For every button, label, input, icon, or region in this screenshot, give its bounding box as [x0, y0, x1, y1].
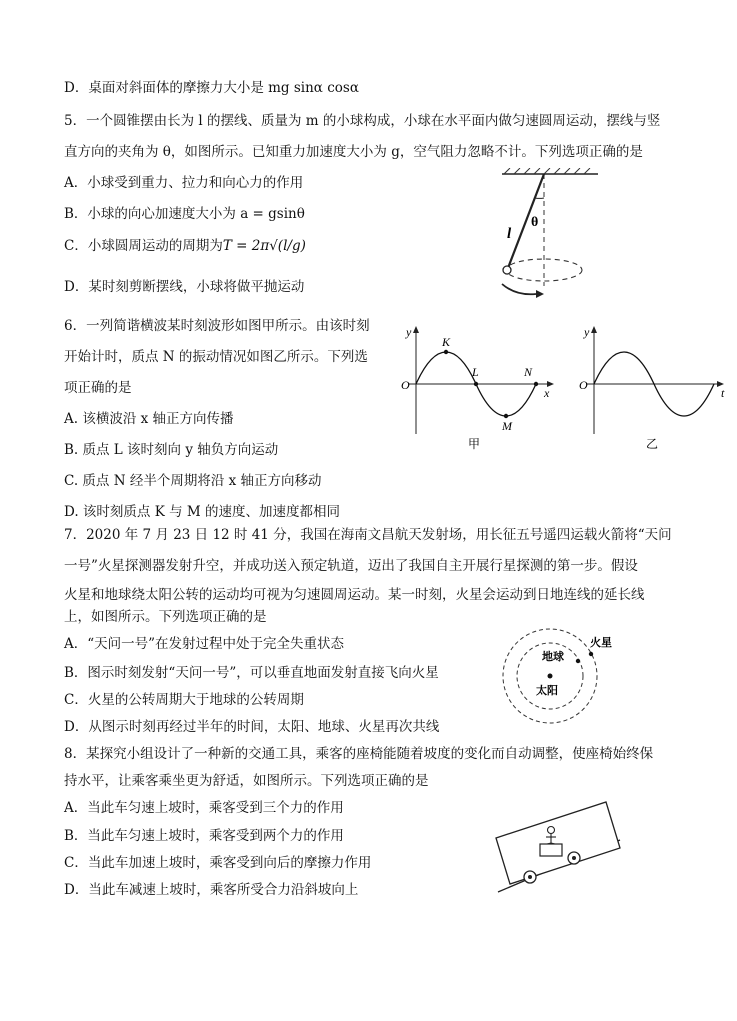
- q7-option-d: D．从图示时刻再经过半年的时间，太阳、地球、火星再次共线: [64, 719, 440, 735]
- q7-option-b: B．图示时刻发射“天问一号”，可以垂直地面发射直接飞向火星: [64, 665, 439, 681]
- point-l-dot: [474, 382, 478, 386]
- q8-option-b: B．当此车匀速上坡时，乘客受到两个力的作用: [64, 828, 344, 844]
- q5-option-c: [64, 236, 306, 256]
- figure-b-caption: 乙: [646, 437, 659, 451]
- front-wheel-hub: [572, 856, 576, 860]
- q6-option-c: C. 质点 N 经半个周期将沿 x 轴正方向移动: [64, 473, 322, 489]
- y-label: y: [406, 325, 412, 339]
- point-m-dot: [504, 414, 508, 418]
- q6-wave-figure-b: [576, 322, 732, 452]
- q6-wave-figure-a: [398, 322, 560, 452]
- q5-option-c-prefix: C．小球圆周运动的周期为: [64, 238, 223, 254]
- point-m-label: M: [502, 419, 512, 433]
- q6-stem-line3: 项正确的是: [64, 380, 132, 396]
- rotation-arrow: [502, 284, 536, 294]
- y-axis-arrow: [591, 326, 597, 333]
- rear-wheel-hub: [528, 875, 532, 879]
- pendulum-bob: [503, 266, 511, 274]
- sun-label: 太阳: [536, 685, 558, 697]
- q7-orbit-figure: [500, 624, 620, 728]
- passenger-head: [548, 827, 555, 834]
- sun-dot: [548, 674, 553, 679]
- q8-option-c: C．当此车加速上坡时，乘客受到向后的摩擦力作用: [64, 855, 372, 871]
- x-label: x: [544, 386, 550, 400]
- point-k-dot: [444, 350, 448, 354]
- vehicle-body: [496, 802, 620, 884]
- y-axis-arrow: [413, 326, 419, 333]
- rotation-arrowhead: [536, 290, 544, 298]
- q7-option-c: C．火星的公转周期大于地球的公转周期: [64, 692, 304, 708]
- q7-stem-line2: 一号”火星探测器发射升空，并成功送入预定轨道，迈出了我国自主开展行星探测的第一步。假设: [64, 558, 638, 574]
- y-label: y: [584, 325, 590, 339]
- seat-base: [540, 844, 562, 856]
- point-l-label: L: [472, 365, 479, 379]
- mars-label: 火星: [590, 637, 612, 649]
- q6-option-d: D. 该时刻质点 K 与 M 的速度、加速度都相同: [64, 504, 340, 520]
- q6-stem-line1: 6．一列简谐横波某时刻波形如图甲所示。由该时刻: [64, 318, 370, 334]
- q5-option-b: B．小球的向心加速度大小为 a = gsinθ: [64, 206, 305, 222]
- origin-label: O: [401, 378, 410, 392]
- q6-option-b: B. 质点 L 该时刻向 y 轴负方向运动: [64, 442, 279, 458]
- length-label: l: [507, 226, 512, 242]
- q7-stem-line4: 上，如图所示。下列选项正确的是: [64, 609, 267, 625]
- q6-stem-line2: 开始计时，质点 N 的振动情况如图乙所示。下列选: [64, 349, 368, 365]
- origin-label: O: [579, 378, 588, 392]
- t-label: t: [721, 386, 725, 400]
- q8-option-a: A．当此车匀速上坡时，乘客受到三个力的作用: [64, 800, 344, 816]
- q8-vehicle-figure: [490, 800, 626, 896]
- mars-dot: [589, 652, 593, 656]
- point-n-dot: [534, 382, 538, 386]
- earth-label: 地球: [542, 651, 564, 663]
- q8-stem-line1: 8．某探究小组设计了一种新的交通工具，乘客的座椅能随着坡度的变化而自动调整，使座椅始终保: [64, 746, 654, 762]
- point-k-label: K: [442, 335, 451, 349]
- q5-pendulum-figure: [488, 168, 618, 304]
- q8-stem-line2: 持水平，让乘客乘坐更为舒适，如图所示。下列选项正确的是: [64, 773, 429, 789]
- q7-stem-line1: 7．2020 年 7 月 23 日 12 时 41 分，我国在海南文昌航天发射场，用长征五号遥四运载火箭将“天问: [64, 527, 672, 543]
- q5-option-c-formula: T = 2π√(l/g): [222, 238, 306, 254]
- q4-option-d: D．桌面对斜面体的摩擦力大小是 mg sinα cosα: [64, 80, 359, 96]
- theta-label: θ: [531, 215, 539, 230]
- q5-option-a: A．小球受到重力、拉力和向心力的作用: [64, 175, 304, 191]
- q5-stem-line1: 5．一个圆锥摆由长为 l 的摆线、质量为 m 的小球构成，小球在水平面内做匀速圆周运动，摆线与竖: [64, 113, 661, 129]
- point-n-label: N: [524, 365, 533, 379]
- pendulum-string: [508, 174, 544, 268]
- q7-stem-line3: 火星和地球绕太阳公转的运动均可视为匀速圆周运动。某一时刻，火星会运动到日地连线的延长线: [64, 587, 645, 603]
- q8-option-d: D．当此车减速上坡时，乘客所受合力沿斜坡向上: [64, 882, 359, 898]
- figure-a-caption: 甲: [468, 437, 481, 451]
- q7-option-a: A．“天问一号”在发射过程中处于完全失重状态: [64, 636, 345, 652]
- earth-dot: [576, 659, 580, 663]
- q6-option-a: A. 该横波沿 x 轴正方向传播: [64, 411, 234, 427]
- q5-stem-line2: 直方向的夹角为 θ，如图所示。已知重力加速度大小为 g，空气阻力忽略不计。下列选项正确的是: [64, 144, 643, 160]
- ceiling-hatch: [504, 168, 590, 174]
- q5-option-d: D．某时刻剪断摆线，小球将做平抛运动: [64, 279, 305, 295]
